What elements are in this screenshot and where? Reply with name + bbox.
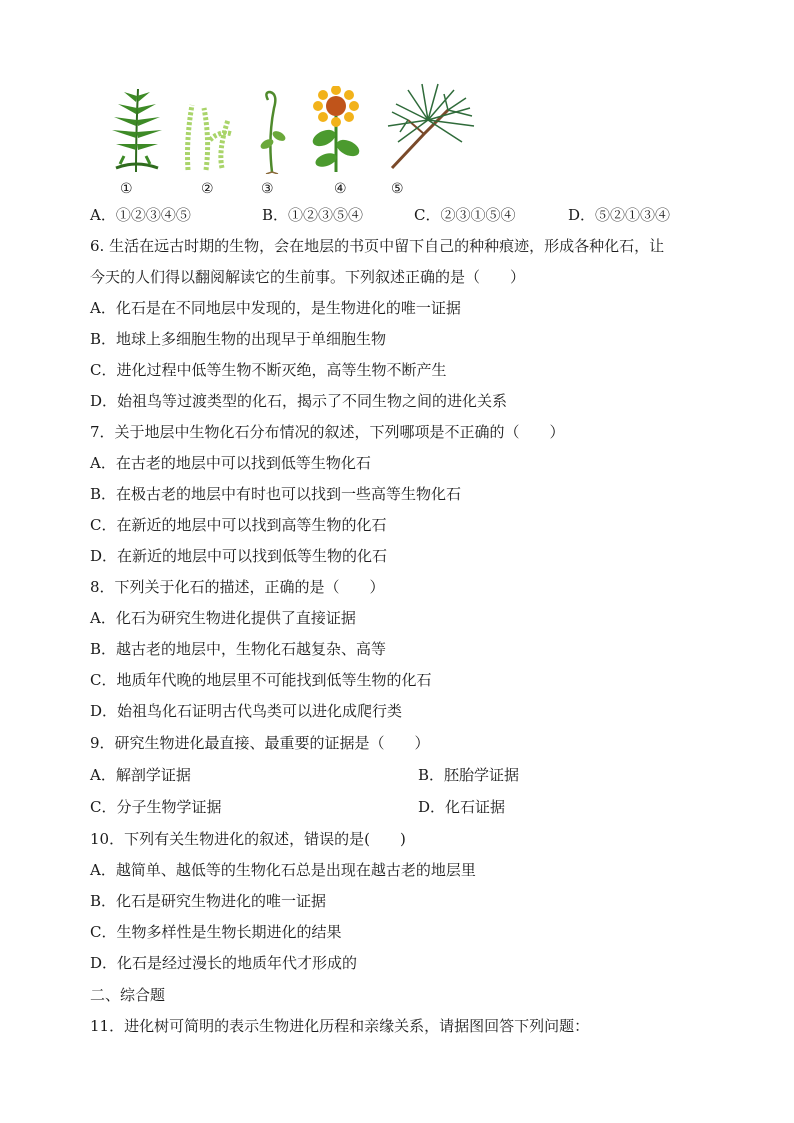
q9-option-a[interactable]: A．解剖学证据 xyxy=(90,766,191,784)
q7-option-d[interactable]: D．在新近的地层中可以找到低等生物的化石 xyxy=(90,547,388,565)
figure-label-3: ③ xyxy=(261,181,274,197)
plant-figure xyxy=(100,78,490,178)
q10-option-d[interactable]: D．化石是经过漫长的地质年代才形成的 xyxy=(90,954,358,972)
q9-option-d[interactable]: D．化石证据 xyxy=(418,798,506,816)
q10-stem: 10．下列有关生物进化的叙述，错误的是( ) xyxy=(90,830,406,848)
section-title: 二、综合题 xyxy=(90,986,166,1004)
q6-option-b[interactable]: B．地球上多细胞生物的出现早于单细胞生物 xyxy=(90,330,387,348)
q5-option-c[interactable]: C．②③①⑤④ xyxy=(414,206,516,224)
q5-option-b[interactable]: B．①②③⑤④ xyxy=(262,206,364,224)
q5-option-a[interactable]: A．①②③④⑤ xyxy=(90,206,191,224)
figure-label-2: ② xyxy=(201,181,214,197)
q7-option-b[interactable]: B．在极古老的地层中有时也可以找到一些高等生物化石 xyxy=(90,485,462,503)
fern-icon xyxy=(106,84,168,174)
pine-branch-icon xyxy=(378,80,478,172)
q7-stem: 7．关于地层中生物化石分布情况的叙述，下列哪项是不正确的（ ） xyxy=(90,423,565,441)
q8-option-a[interactable]: A．化石为研究生物进化提供了直接证据 xyxy=(90,609,356,627)
q10-option-a[interactable]: A．越简单、越低等的生物化石总是出现在越古老的地层里 xyxy=(90,861,476,879)
q6-stem-line2: 今天的人们得以翻阅解读它的生前事。下列叙述正确的是（ ） xyxy=(90,268,526,286)
q5-option-d[interactable]: D．⑤②①③④ xyxy=(568,206,671,224)
q6-option-c[interactable]: C．进化过程中低等生物不断灭绝，高等生物不断产生 xyxy=(90,361,447,379)
q7-option-a[interactable]: A．在古老的地层中可以找到低等生物化石 xyxy=(90,454,371,472)
moss-icon xyxy=(180,100,240,172)
seedling-icon xyxy=(258,88,288,174)
q11-stem: 11．进化树可简明的表示生物进化历程和亲缘关系，请据图回答下列问题： xyxy=(90,1017,590,1035)
q8-option-d[interactable]: D．始祖鸟化石证明古代鸟类可以进化成爬行类 xyxy=(90,702,403,720)
q9-option-c[interactable]: C．分子生物学证据 xyxy=(90,798,222,816)
q6-stem-line1: 6. 生活在远古时期的生物，会在地层的书页中留下自己的种种痕迹，形成各种化石，让 xyxy=(90,237,665,255)
figure-label-4: ④ xyxy=(334,181,347,197)
figure-label-5: ⑤ xyxy=(391,181,404,197)
figure-label-1: ① xyxy=(120,181,133,197)
q8-stem: 8．下列关于化石的描述，正确的是（ ） xyxy=(90,578,385,596)
q6-option-d[interactable]: D．始祖鸟等过渡类型的化石，揭示了不同生物之间的进化关系 xyxy=(90,392,508,410)
q9-option-b[interactable]: B．胚胎学证据 xyxy=(418,766,520,784)
q8-option-c[interactable]: C．地质年代晚的地层里不可能找到低等生物的化石 xyxy=(90,671,432,689)
q10-option-c[interactable]: C．生物多样性是生物长期进化的结果 xyxy=(90,923,342,941)
q7-option-c[interactable]: C．在新近的地层中可以找到高等生物的化石 xyxy=(90,516,387,534)
q6-option-a[interactable]: A．化石是在不同地层中发现的，是生物进化的唯一证据 xyxy=(90,299,461,317)
q8-option-b[interactable]: B．越古老的地层中，生物化石越复杂、高等 xyxy=(90,640,387,658)
sunflower-icon xyxy=(308,86,364,174)
q10-option-b[interactable]: B．化石是研究生物进化的唯一证据 xyxy=(90,892,327,910)
q9-stem: 9．研究生物进化最直接、最重要的证据是（ ） xyxy=(90,734,430,752)
